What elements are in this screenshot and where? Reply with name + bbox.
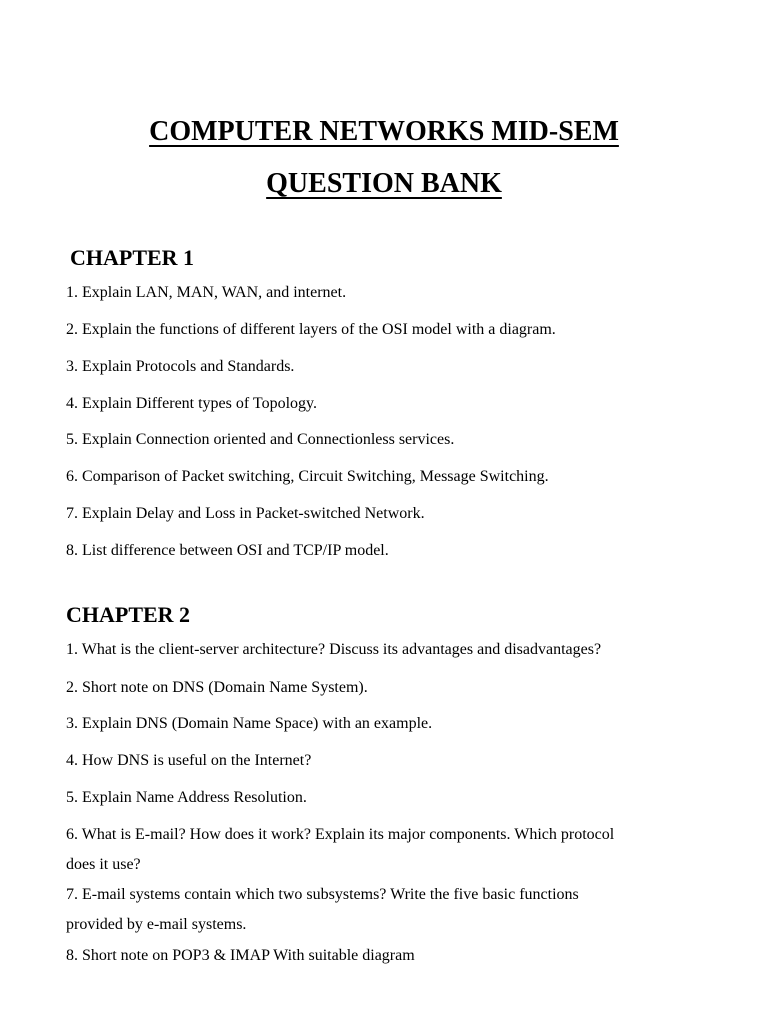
chapter-2-question-1: 1. What is the client-server architecture? Discuss its advantages and disadvantages? [66,641,602,658]
chapter-1-question-4: 4. Explain Different types of Topology. [66,395,317,412]
chapter-1-heading: CHAPTER 1 [70,245,195,270]
chapter-2-question-8: 8. Short note on POP3 & IMAP With suitable diagram [66,947,415,964]
chapter-1-question-1: 1. Explain LAN, MAN, WAN, and internet. [66,284,347,301]
chapter-2-question-6: 6. What is E-mail? How does it work? Explain its major components. Which protocol [66,826,615,843]
chapter-2-heading: CHAPTER 2 [66,602,191,627]
chapter-2-question-5: 5. Explain Name Address Resolution. [66,789,307,806]
chapter-1-question-3: 3. Explain Protocols and Standards. [66,358,295,375]
chapter-2-question-7-continued: provided by e-mail systems. [66,916,247,933]
chapter-1-question-2: 2. Explain the functions of different layers of the OSI model with a diagram. [66,321,556,338]
document-title-line-1: COMPUTER NETWORKS MID-SEM [149,116,619,147]
chapter-2-question-7: 7. E-mail systems contain which two subsystems? Write the five basic functions [66,886,579,903]
chapter-2-question-2: 2. Short note on DNS (Domain Name System). [66,679,368,696]
chapter-2-question-6-continued: does it use? [66,856,141,873]
chapter-1-question-5: 5. Explain Connection oriented and Connectionless services. [66,431,455,448]
chapter-2-question-4: 4. How DNS is useful on the Internet? [66,752,312,769]
chapter-2-question-3: 3. Explain DNS (Domain Name Space) with an example. [66,715,433,732]
document-title-line-2: QUESTION BANK [266,168,502,199]
chapter-1-question-8: 8. List difference between OSI and TCP/IP model. [66,542,389,559]
chapter-1-question-7: 7. Explain Delay and Loss in Packet-switched Network. [66,505,425,522]
chapter-1-question-6: 6. Comparison of Packet switching, Circuit Switching, Message Switching. [66,468,549,485]
